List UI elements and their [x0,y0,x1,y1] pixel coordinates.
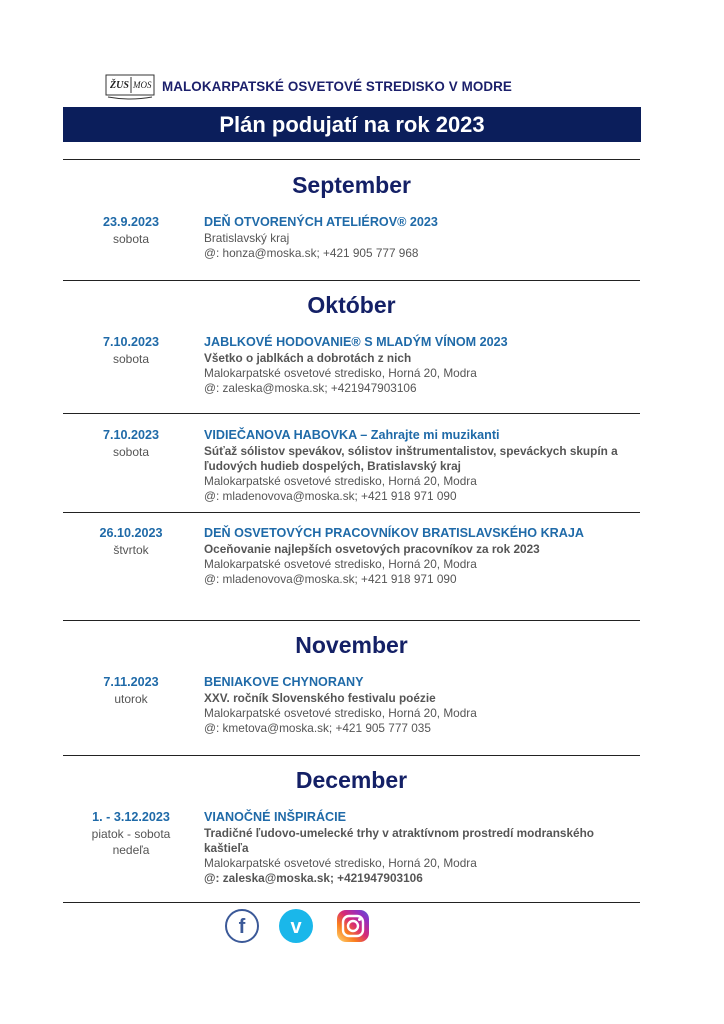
event-location: Bratislavský kraj [204,231,290,245]
svg-text:ŽUS: ŽUS [110,80,129,91]
event-day: sobota [112,232,150,246]
event-contact: @: zaleska@moska.sk; +421947903106 [204,871,423,885]
event-subtitle: Tradičné ľudovo-umelecké trhy v atraktívnom prostredí modranského kaštieľa [204,826,595,855]
organization-name: MALOKARPATSKÉ OSVETOVÉ STREDISKO V MODRE [162,78,512,94]
event-subtitle: XXV. ročník Slovenského festivalu poézie [204,691,436,705]
event-day: piatok - sobota [91,827,171,841]
event-day: sobota [112,352,150,366]
header [104,70,512,102]
month-heading-oktober: Október [307,292,396,318]
event-location: Malokarpatské osvetové stredisko, Horná 20, Modra [204,474,477,488]
event-title: DEŇ OSVETOVÝCH PRACOVNÍKOV BRATISLAVSKÉHO KRAJA [204,526,584,540]
instagram-icon[interactable] [335,908,371,944]
divider [63,902,640,903]
event-location: Malokarpatské osvetové stredisko, Horná 20, Modra [204,557,477,571]
event-title: VIDIEČANOVA HABOVKA – Zahrajte mi muzikanti [204,428,500,442]
event-location: Malokarpatské osvetové stredisko, Horná 20, Modra [204,706,477,720]
divider [63,512,640,513]
event-contact: @: kmetova@moska.sk; +421 905 777 035 [204,721,431,735]
event-date: 1. - 3.12.2023 [92,810,170,824]
divider [63,620,640,621]
svg-text:v: v [290,916,302,938]
divider [63,280,640,281]
event-day: štvrtok [113,543,149,557]
month-heading-september: September [292,172,411,198]
organization-logo [104,71,156,101]
divider [63,413,640,414]
page-title: Plán podujatí na rok 2023 [63,107,641,142]
event-date: 7.10.2023 [102,335,160,349]
event-date: 23.9.2023 [102,215,160,229]
svg-text:MOS: MOS [133,80,152,90]
month-heading-november: November [295,632,408,658]
event-contact: @: mladenovova@moska.sk; +421 918 971 090 [204,489,457,503]
event-location: Malokarpatské osvetové stredisko, Horná 20, Modra [204,856,477,870]
event-day: utorok [114,692,148,706]
event-subtitle: Všetko o jablkách a dobrotách z nich [204,351,412,365]
event-title: DEŇ OTVORENÝCH ATELIÉROV® 2023 [204,215,438,229]
facebook-icon[interactable] [224,908,260,944]
event-date: 7.11.2023 [103,675,159,689]
svg-text:f: f [238,916,246,938]
vimeo-icon[interactable] [278,908,314,944]
event-day-2: nedeľa [112,843,150,857]
event-subtitle: Súťaž sólistov spevákov, sólistov inštrumentalistov, speváckych skupín a ľudových hudieb dospelých, Bratislavský kraj [204,444,618,473]
event-title: BENIAKOVE CHYNORANY [204,675,364,689]
event-location: Malokarpatské osvetové stredisko, Horná 20, Modra [204,366,477,380]
event-date: 26.10.2023 [99,526,163,540]
event-title: VIANOČNÉ INŠPIRÁCIE [204,810,347,824]
event-subtitle: Oceňovanie najlepších osvetových pracovníkov za rok 2023 [204,542,540,556]
divider [63,159,640,160]
month-heading-december: December [295,767,408,793]
event-date: 7.10.2023 [102,428,160,442]
event-contact: @: honza@moska.sk; +421 905 777 968 [204,246,419,260]
event-title: JABLKOVÉ HODOVANIE® S MLADÝM VÍNOM 2023 [204,335,508,349]
event-day: sobota [112,445,150,459]
event-contact: @: zaleska@moska.sk; +421947903106 [204,381,417,395]
divider [63,755,640,756]
event-contact: @: mladenovova@moska.sk; +421 918 971 090 [204,572,457,586]
